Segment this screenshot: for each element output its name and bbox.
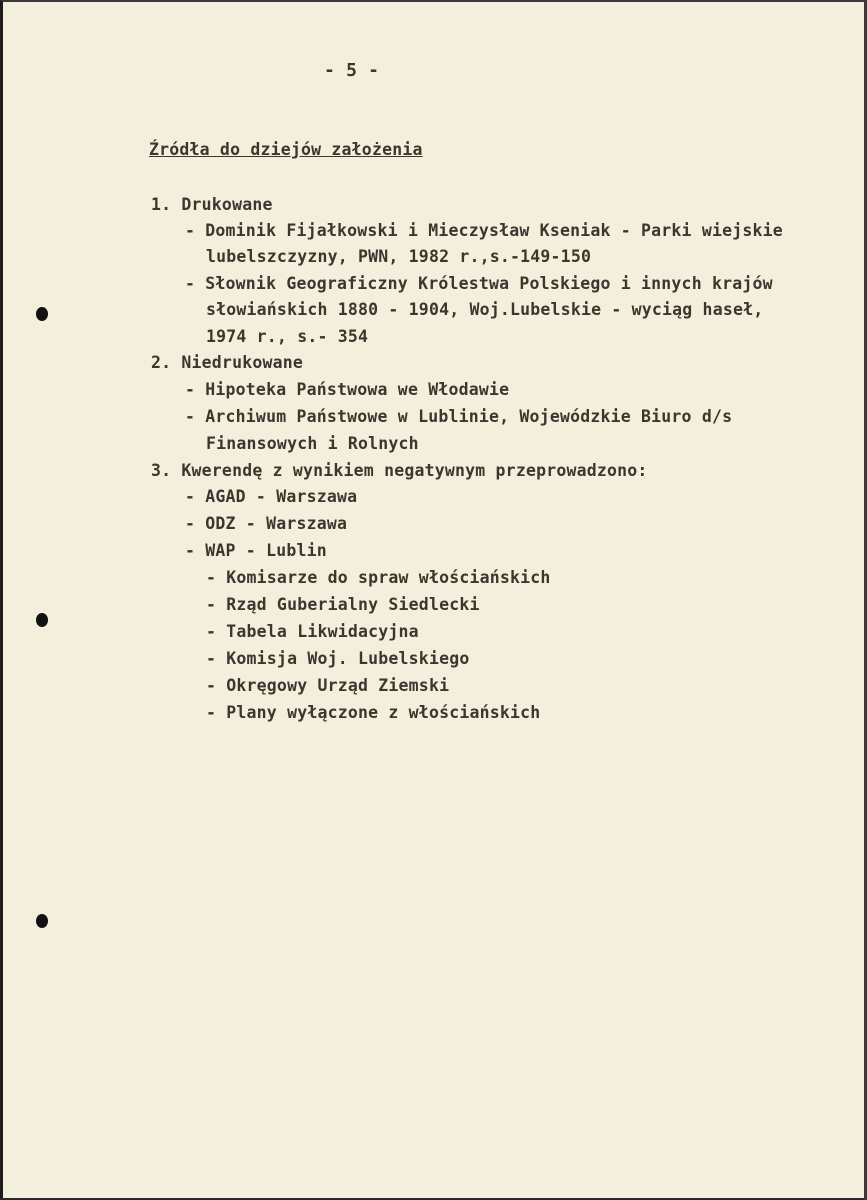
punch-hole-icon <box>36 914 48 928</box>
sub-list-item: - Okręgowy Urząd Ziemski <box>206 676 450 695</box>
list-item: - Słownik Geograficzny Królestwa Polskiego i innych krajów <box>185 274 773 293</box>
sub-list-item: - Tabela Likwidacyjna <box>206 622 419 641</box>
sub-list-item: - Komisarze do spraw włościańskich <box>206 568 551 587</box>
list-item: - AGAD - Warszawa <box>185 487 358 506</box>
sub-list-item: - Komisja Woj. Lubelskiego <box>206 649 470 668</box>
section-heading-printed: 1. Drukowane <box>151 195 273 214</box>
page-number: - 5 - <box>324 60 380 81</box>
sub-list-item: - Rząd Guberialny Siedlecki <box>206 595 480 614</box>
section-heading-unprinted: 2. Niedrukowane <box>151 353 304 372</box>
list-item: - Hipoteka Państwowa we Włodawie <box>185 380 510 399</box>
list-item: - Archiwum Państwowe w Lublinie, Wojewódzkie Biuro d/s <box>185 407 733 426</box>
list-item: - Dominik Fijałkowski i Mieczysław Kseniak - Parki wiejskie <box>185 221 783 240</box>
punch-hole-icon <box>36 307 48 321</box>
list-item: - ODZ - Warszawa <box>185 514 348 533</box>
list-item: - WAP - Lublin <box>185 541 327 560</box>
document-title: Źródła do dziejów założenia <box>149 140 423 159</box>
list-item-continuation: słowiańskich 1880 - 1904, Woj.Lubelskie - wyciąg haseł, <box>206 300 764 319</box>
punch-hole-icon <box>36 613 48 627</box>
list-item-continuation: Finansowych i Rolnych <box>206 434 419 453</box>
list-item-continuation: lubelszczyzny, PWN, 1982 r.,s.-149-150 <box>206 247 592 266</box>
list-item-continuation: 1974 r., s.- 354 <box>206 327 369 346</box>
sub-list-item: - Plany wyłączone z włościańskich <box>206 703 541 722</box>
section-heading-negative-queries: 3. Kwerendę z wynikiem negatywnym przeprowadzono: <box>151 461 648 480</box>
